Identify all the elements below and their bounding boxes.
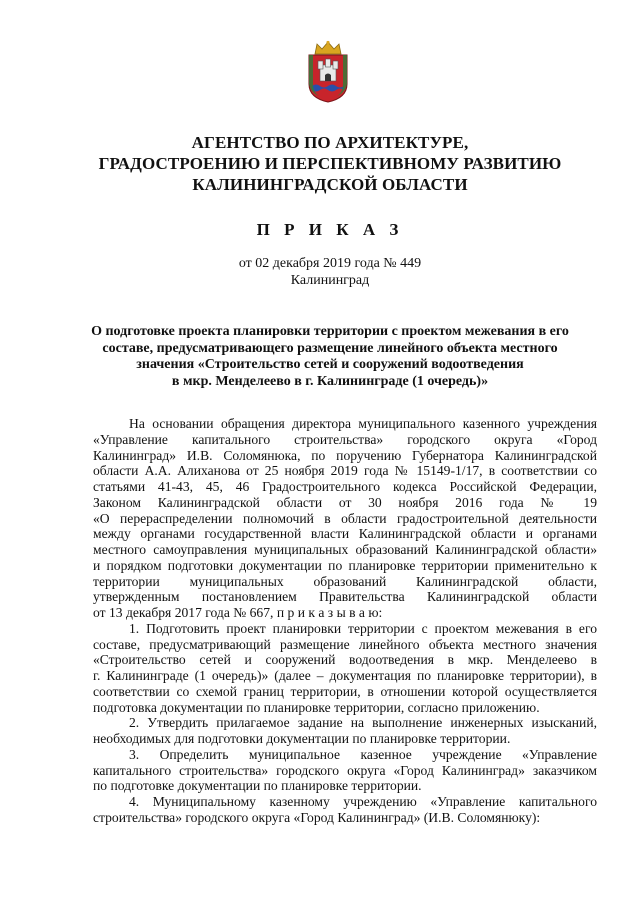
body-line: 4. Муниципальному казенному учреждению «Управление капитального [129, 794, 597, 809]
body-line: г. Калининграде (1 очередь)» (далее – документация по планировке территории), в [93, 668, 597, 683]
document-body [93, 416, 597, 826]
subject-line-2: составе, предусматривающего размещение линейного объекта местного [102, 340, 558, 356]
body-line: территории муниципальных образований Калининградской области, [93, 573, 597, 589]
document-type-title: П Р И К А З [256, 220, 404, 239]
body-line: составе, предусматривающий размещение линейного объекта местного значения [93, 636, 597, 652]
body-line: статьями 41-43, 45, 46 Градостроительного кодекса Российской Федерации, [93, 479, 597, 494]
body-line: подготовка документации по планировке территории, согласно приложению. [93, 699, 540, 715]
body-line: Калининград» И.В. Соломянюка, по поручению Губернатора Калининградской [93, 447, 597, 463]
body-line: по подготовке документации по планировке территории. [93, 778, 422, 794]
body-line: между органами государственной власти Калининградской области и органами [93, 526, 597, 542]
document-date-block [180, 255, 480, 289]
document-date-number: от 02 декабря 2019 года № 449 [238, 256, 422, 271]
agency-line-2: ГРАДОСТРОЕНИЮ И ПЕРСПЕКТИВНОМУ РАЗВИТИЮ [98, 154, 562, 173]
body-line: области А.А. Алиханова от 25 ноября 2019 года № 15149-1/17, в соответствии со [93, 463, 597, 479]
body-line: утвержденным постановлением Правительства Калининградской области [93, 589, 597, 605]
body-line: «Управление капитального строительства» городского округа «Город [93, 431, 597, 447]
subject-line-4: в мкр. Менделеево в г. Калининграде (1 очередь)» [171, 373, 489, 389]
body-line: местного самоуправления муниципальных образований Калининградской области» [93, 542, 597, 557]
body-line: необходимых для подготовки документации по планировке территории. [93, 731, 511, 746]
subject-line-1: О подготовке проекта планировки территории с проектом межевания в его [91, 324, 569, 339]
document-city: Калининград [290, 273, 370, 288]
body-line: 3. Определить муниципальное казенное учреждение «Управление [129, 746, 597, 762]
body-line: соответствии со схемой границ территории, в отношении которой осуществляется [93, 683, 597, 699]
body-line: На основании обращения директора муниципального казенного учреждения [129, 416, 597, 431]
kaliningrad-coat-of-arms-icon [303, 40, 353, 104]
agency-line-1: АГЕНТСТВО ПО АРХИТЕКТУРЕ, [191, 133, 469, 152]
body-line: и порядком подготовки документации по планировке территории применительно к [93, 557, 597, 573]
body-line: 2. Утвердить прилагаемое задание на выполнение инженерных изысканий, [129, 715, 597, 731]
body-line: «Строительство сетей и сооружений водоотведения в мкр. Менделеево в [93, 652, 597, 668]
body-line: строительства» городского округа «Город Калининград» (И.В. Соломянюку): [93, 809, 541, 825]
document-subject [60, 324, 600, 390]
body-line: 1. Подготовить проект планировки территории с проектом межевания в его [129, 620, 597, 636]
agency-name [80, 132, 580, 195]
body-line: капитального строительства» городского округа «Город Калининград» заказчиком [93, 762, 597, 778]
subject-line-3: значения «Строительство сетей и сооружений водоотведения [136, 357, 524, 373]
body-line: «О перераспределении полномочий в области градостроительной деятельности [93, 510, 597, 526]
agency-line-3: КАЛИНИНГРАДСКОЙ ОБЛАСТИ [192, 175, 468, 194]
body-line: Законом Калининградской области от 30 ноября 2016 года № 19 [93, 494, 597, 510]
body-line: от 13 декабря 2017 года № 667, п р и к а з ы в а ю: [93, 605, 383, 620]
